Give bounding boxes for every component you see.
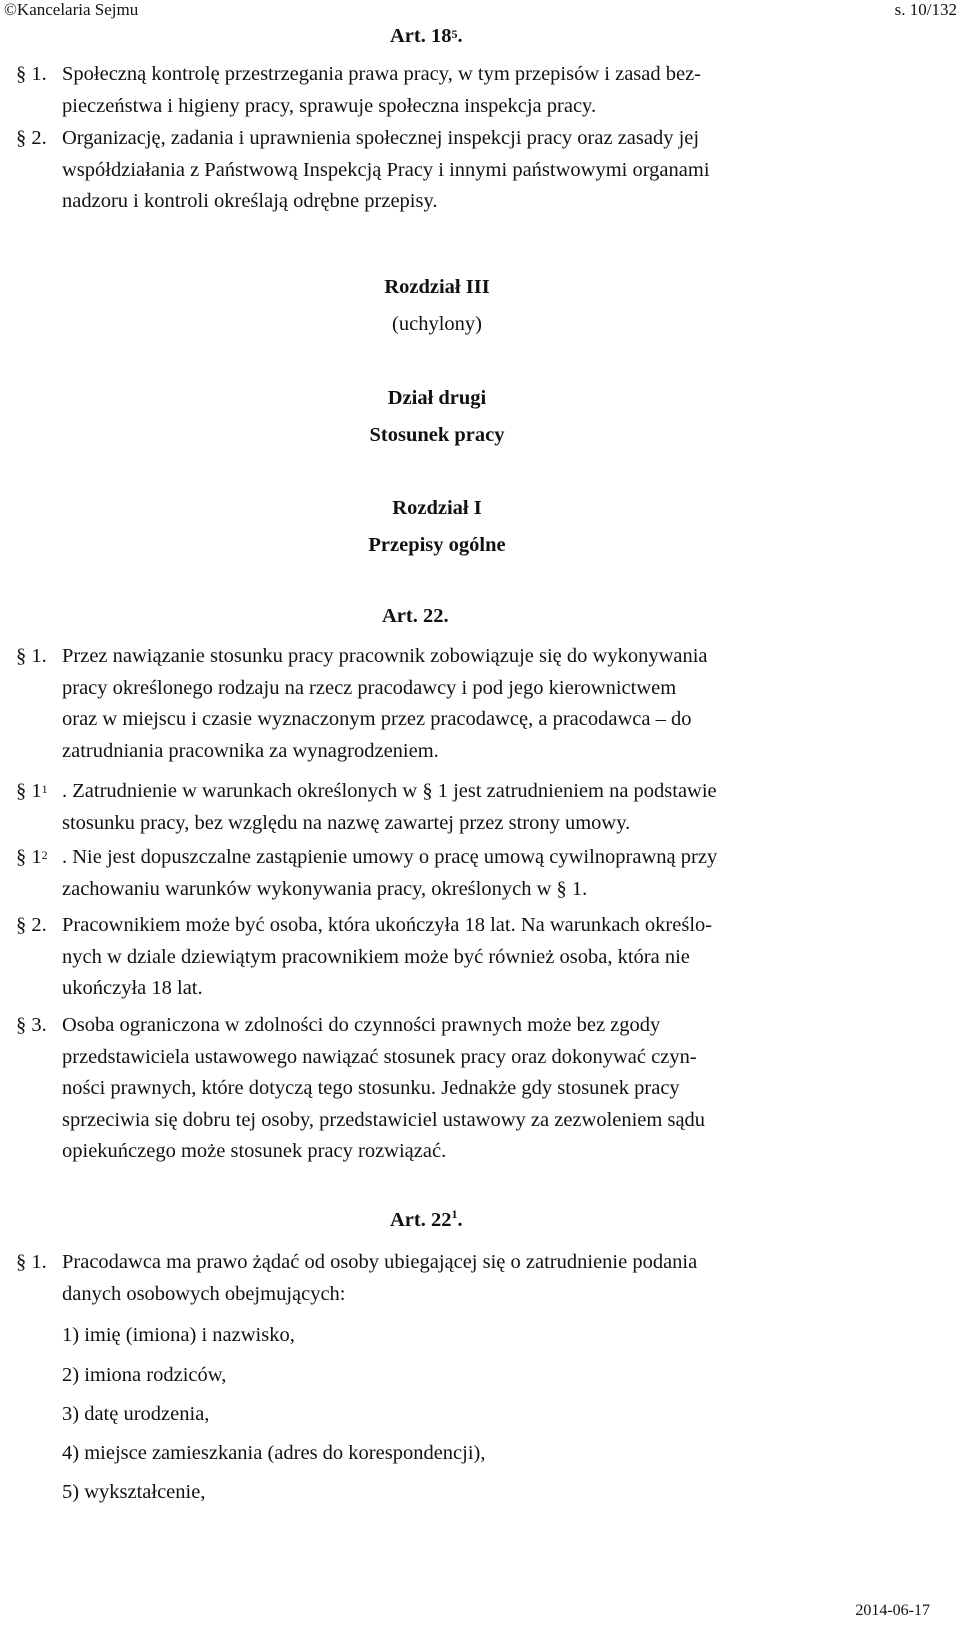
par-marker: § 1.: [16, 1251, 47, 1273]
header-copyright: ©Kancelaria Sejmu: [4, 0, 139, 19]
art22-par1-2: § $1^2$ . Nie jest dopuszczalne zastąpienie umowy o pracę umową cywilnoprawną przy zachowaniu warunków wykonywania pracy, określonych w § 1.: [62, 842, 872, 905]
article-22-1-title: Art. $22^1$.: [390, 1207, 463, 1231]
par-marker: § 1.: [16, 645, 47, 667]
art22-par2: § 2. Pracownikiem może być osoba, która ukończyła 18 lat. Na warunkach określo- nych w dziale dziewiątym pracownikiem może być również osoba, która nie ukończyła 18 lat.: [62, 910, 872, 1005]
list-item: 5) wykształcenie,: [62, 1481, 206, 1503]
par-marker: § 1.: [16, 63, 47, 85]
list-item: 4) miejsce zamieszkania (adres do korespondencji),: [62, 1442, 486, 1464]
article-22-title: Art. 22.: [382, 605, 449, 627]
list-item: 2) imiona rodziców,: [62, 1364, 227, 1386]
article-18-5-title: Art. $18^5$.: [390, 25, 463, 47]
art22-par1-1: § $1^1$ . Zatrudnienie w warunkach określonych w § 1 jest zatrudnieniem na podstawie stosunku pracy, bez względu na nazwę zawartej przez strony umowy.: [62, 776, 872, 839]
page-number: s. 10/132: [894, 0, 957, 19]
division-2-title: Dział drugi: [387, 387, 487, 409]
par-marker: § 3.: [16, 1014, 47, 1036]
list-item: 3) datę urodzenia,: [62, 1403, 210, 1425]
chapter-1-title: Rozdział I: [392, 497, 482, 519]
par-marker: § 2.: [16, 127, 47, 149]
art22-1-par1: § 1. Pracodawca ma prawo żądać od osoby ubiegającej się o zatrudnienie podania danych osobowych obejmujących:: [62, 1247, 872, 1310]
chapter-3-subtitle: (uchylony): [392, 313, 482, 335]
chapter-3-title: Rozdział III: [384, 276, 490, 298]
art22-par1: § 1. Przez nawiązanie stosunku pracy pracownik zobowiązuje się do wykonywania pracy określonego rodzaju na rzecz pracodawcy i pod jego kierownictwem oraz w miejscu i czasie wyznaczonym przez pracodawcę, a pracodawca – do zatrudniania pracownika za wynagrodzeniem.: [62, 641, 872, 767]
art18-par2: § 2. Organizację, zadania i uprawnienia społecznej inspekcji pracy oraz zasady jej współdziałania z Państwową Inspekcją Pracy i innymi państwowymi organami nadzoru i kontroli określają odrębne przepisy.: [62, 123, 872, 218]
par-marker: § $1^2$: [16, 846, 48, 868]
chapter-1-subtitle: Przepisy ogólne: [368, 534, 506, 556]
footer-date: 2014-06-17: [855, 1602, 930, 1619]
division-2-subtitle: Stosunek pracy: [369, 424, 505, 446]
list-item: 1) imię (imiona) i nazwisko,: [62, 1324, 295, 1346]
art18-par1: § 1. Społeczną kontrolę przestrzegania prawa pracy, w tym przepisów i zasad bez- pieczeństwa i higieny pracy, sprawuje społeczna inspekcja pracy.: [62, 59, 872, 122]
par-marker: § 2.: [16, 914, 47, 936]
par-marker: § $1^1$: [16, 780, 48, 802]
art22-par3: § 3. Osoba ograniczona w zdolności do czynności prawnych może bez zgody przedstawiciela ustawowego nawiązać stosunek pracy oraz dokonywać czyn- ności prawnych, które dotyczą tego stosunku. Jednakże gdy stosunek pracy sprzeciwia się dobru tej osoby, przedstawiciel ustawowy za zezwoleniem sądu opiekuńczego może stosunek pracy rozwiązać.: [62, 1010, 872, 1168]
